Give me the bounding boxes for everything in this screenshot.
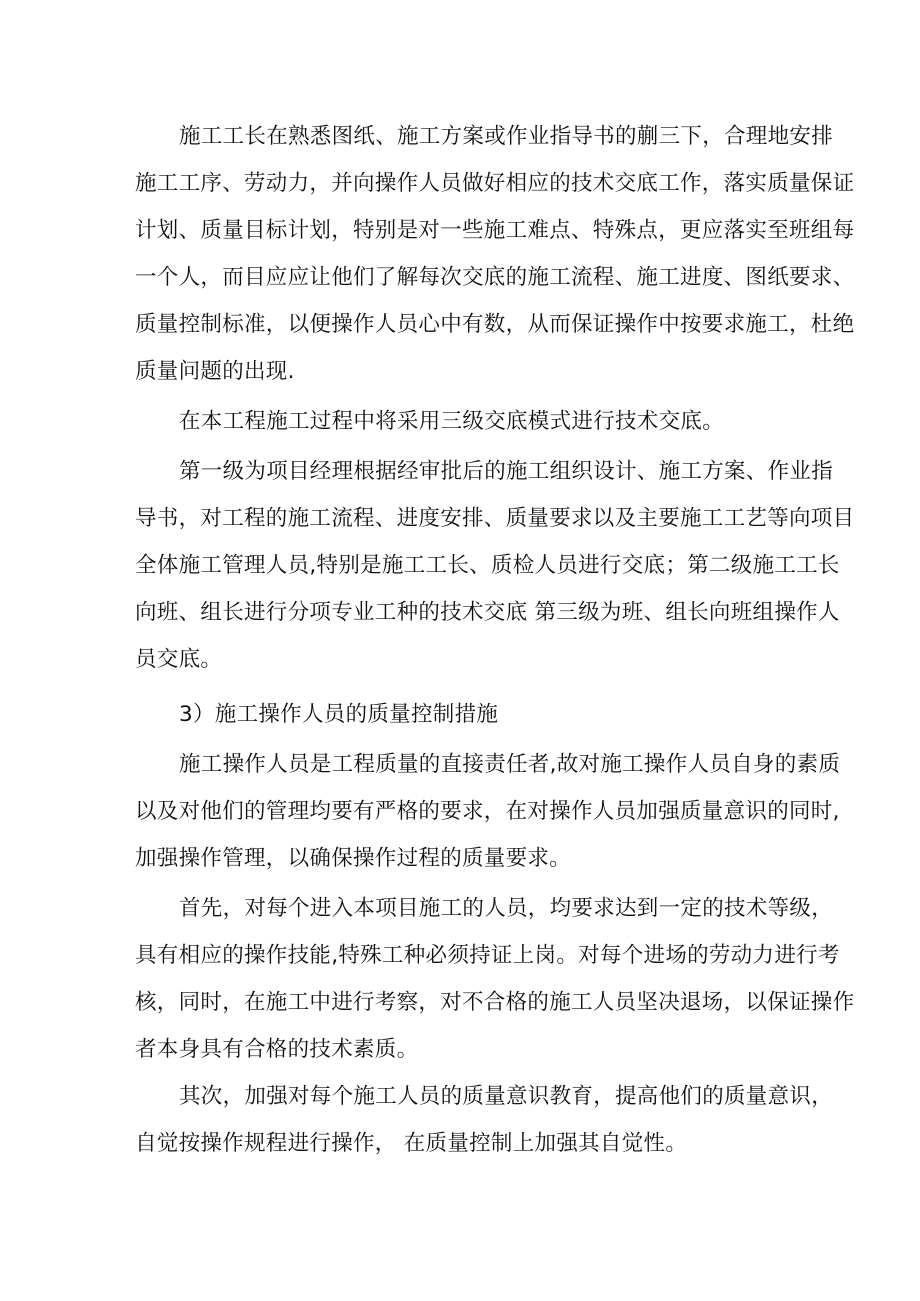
paragraph-operator-responsibility [135, 741, 841, 882]
text-line: 计划、质量目标计划，特别是对一些施工难点、特殊点，更应落实至班组每 [135, 218, 855, 243]
paragraph-first-measure [135, 885, 855, 1073]
paragraph-second-measure [135, 1073, 834, 1167]
text-line: 施工操作人员是工程质量的直接责任者,故对施工操作人员自身的素质 [179, 752, 841, 777]
section-heading-text: 3）施工操作人员的质量控制措施 [179, 702, 499, 727]
text-line: 其次，加强对每个施工人员的质量意识教育，提高他们的质量意识， [179, 1084, 834, 1109]
text-line: 员交底。 [135, 647, 223, 672]
document-body [135, 113, 855, 1167]
paragraph-foreman-briefing [135, 113, 855, 395]
text-line: 加强操作管理，以确保操作过程的质量要求。 [135, 846, 572, 871]
paragraph-three-level-briefing [135, 398, 795, 445]
text-line: 自觉按操作规程进行操作， 在质量控制上加强其自觉性。 [135, 1131, 688, 1156]
text-line: 向班、组长进行分项专业工种的技术交底 第三级为班、组长向班组操作人 [135, 600, 840, 625]
text-line: 首先，对每个进入本项目施工的人员，均要求达到一定的技术等级， [179, 896, 834, 921]
paragraph-briefing-levels [135, 448, 855, 683]
text-line: 者本身具有合格的技术素质。 [135, 1037, 419, 1062]
text-line: 全体施工管理人员,特别是施工工长、质检人员进行交底；第二级施工工长 [135, 553, 840, 578]
text-line: 具有相应的操作技能,特殊工种必须持证上岗。对每个进场的劳动力进行考 [135, 943, 840, 968]
section-heading [135, 691, 795, 738]
text-line: 在本工程施工过程中将采用三级交底模式进行技术交底。 [179, 409, 725, 434]
text-line: 质量控制标准，以便操作人员心中有数，从而保证操作中按要求施工，杜绝 [135, 312, 855, 337]
text-line: 施工工序、劳动力，并向操作人员做好相应的技术交底工作，落实质量保证 [135, 171, 855, 196]
text-line: 第一级为项目经理根据经审批后的施工组织设计、施工方案、作业指 [179, 459, 834, 484]
text-line: 导书，对工程的施工流程、进度安排、质量要求以及主要施工工艺等向项目 [135, 506, 855, 531]
text-line: 核，同时，在施工中进行考察，对不合格的施工人员坚决退场，以保证操作 [135, 990, 855, 1015]
text-line: 一个人，而目应应让他们了解每次交底的施工流程、施工进度、图纸要求、 [135, 265, 855, 290]
text-line: 质量问题的出现. [135, 359, 295, 384]
text-line: 施工工长在熟悉图纸、施工方案或作业指导书的蒯三下，合理地安排 [179, 124, 834, 149]
text-line: 以及对他们的管理均要有严格的要求，在对操作人员加强质量意识的同时, [135, 799, 840, 824]
